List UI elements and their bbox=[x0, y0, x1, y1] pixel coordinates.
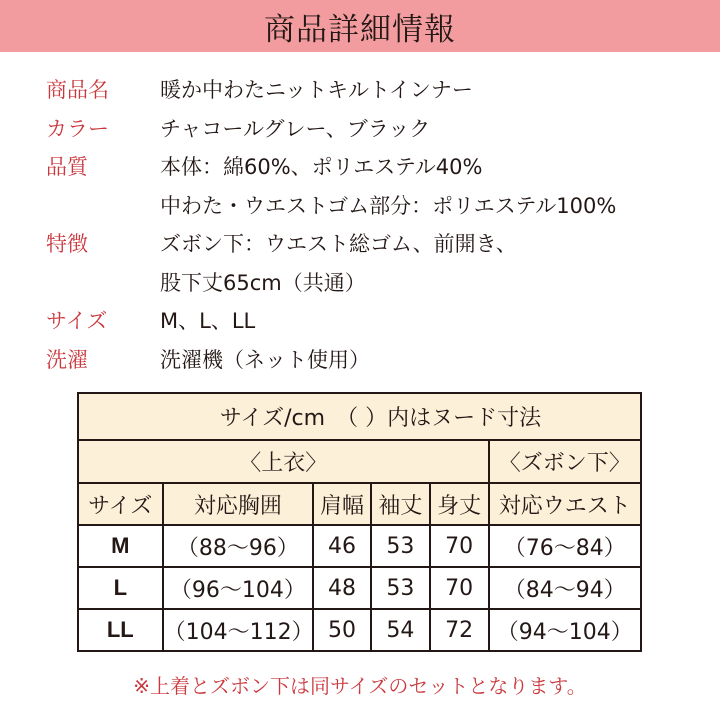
spec-value: M、L、LL bbox=[160, 309, 256, 334]
size-table-title: サイズ/cm （ ）内はヌード寸法 bbox=[78, 393, 641, 440]
spec-value: 中わた・ウエストゴム部分：ポリエステル100% bbox=[160, 193, 617, 218]
table-cell: 50 bbox=[313, 609, 371, 651]
spec-label: サイズ bbox=[46, 309, 108, 334]
spec-label: 洗濯 bbox=[46, 347, 88, 372]
spec-row-color bbox=[46, 109, 706, 148]
table-cell: （76〜84） bbox=[489, 525, 642, 567]
spec-row-size bbox=[46, 301, 706, 340]
table-cell: （94〜104） bbox=[489, 609, 642, 651]
column-header: 対応ウエスト bbox=[489, 483, 642, 525]
spec-list bbox=[46, 70, 706, 378]
spec-value: 洗濯機（ネット使用） bbox=[160, 347, 370, 372]
spec-value: チャコールグレー、ブラック bbox=[160, 116, 431, 141]
table-row bbox=[78, 567, 641, 609]
size-label: LL bbox=[78, 609, 163, 651]
table-cell: （96〜104） bbox=[163, 567, 314, 609]
spec-row-name bbox=[46, 70, 706, 109]
column-header: 肩幅 bbox=[313, 483, 371, 525]
table-cell: 46 bbox=[313, 525, 371, 567]
page-title: 商品詳細情報 bbox=[264, 11, 456, 48]
spec-row-material bbox=[46, 147, 706, 186]
column-header: 袖丈 bbox=[371, 483, 430, 525]
table-cell: （104〜112） bbox=[163, 609, 314, 651]
spec-value: 暖か中わたニットキルトインナー bbox=[160, 78, 473, 103]
group-top-header: 〈上衣〉 bbox=[78, 440, 489, 483]
table-cell: 53 bbox=[371, 567, 430, 609]
spec-row-wash bbox=[46, 340, 706, 379]
size-table-group-row bbox=[78, 440, 641, 483]
spec-label: 商品名 bbox=[46, 78, 109, 103]
column-header: サイズ bbox=[78, 483, 163, 525]
table-cell: 53 bbox=[371, 525, 430, 567]
spec-label: カラー bbox=[46, 116, 109, 141]
table-cell: 70 bbox=[430, 525, 489, 567]
table-cell: 70 bbox=[430, 567, 489, 609]
size-table bbox=[77, 392, 642, 652]
table-row bbox=[78, 609, 641, 651]
spec-row-feature-cont bbox=[46, 263, 706, 302]
table-cell: 72 bbox=[430, 609, 489, 651]
size-table-title-row bbox=[78, 393, 641, 440]
table-cell: （88〜96） bbox=[163, 525, 314, 567]
spec-label: 品質 bbox=[46, 155, 88, 180]
size-label: M bbox=[78, 525, 163, 567]
column-header: 身丈 bbox=[430, 483, 489, 525]
column-header: 対応胸囲 bbox=[163, 483, 314, 525]
spec-value: ズボン下：ウエスト総ゴム、前開き、 bbox=[160, 232, 517, 257]
size-table-column-row bbox=[78, 483, 641, 525]
table-cell: 48 bbox=[313, 567, 371, 609]
group-bottom-header: 〈ズボン下〉 bbox=[489, 440, 642, 483]
table-cell: 54 bbox=[371, 609, 430, 651]
table-cell: （84〜94） bbox=[489, 567, 642, 609]
set-note: ※上着とズボン下は同サイズのセットとなります。 bbox=[133, 674, 587, 698]
spec-value: 本体：綿60%、ポリエステル40% bbox=[160, 155, 483, 180]
spec-row-feature bbox=[46, 224, 706, 263]
spec-label: 特徴 bbox=[46, 232, 88, 257]
table-row bbox=[78, 525, 641, 567]
size-label: L bbox=[78, 567, 163, 609]
spec-row-material-cont bbox=[46, 186, 706, 225]
spec-value: 股下丈65cm（共通） bbox=[160, 270, 366, 295]
title-banner bbox=[0, 0, 720, 52]
